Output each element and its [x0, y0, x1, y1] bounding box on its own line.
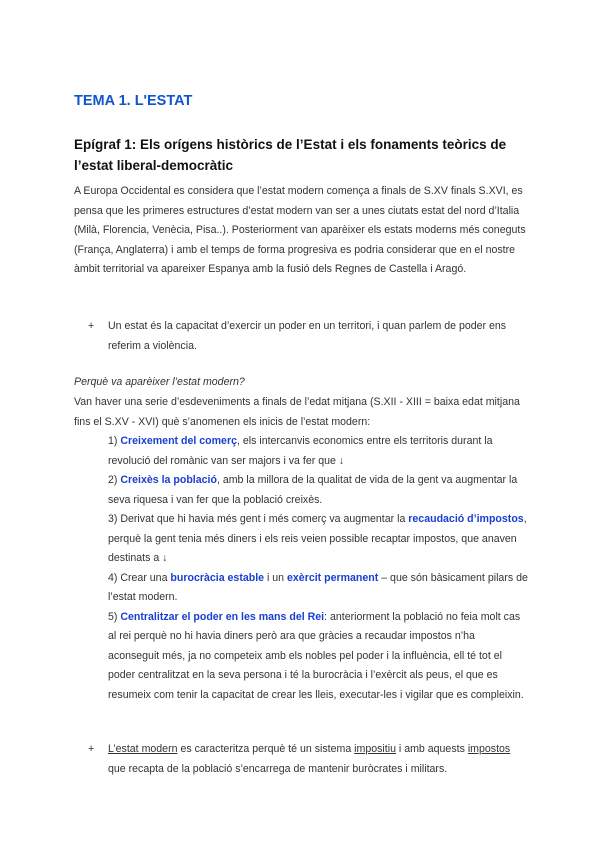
- list-item: 3) Derivat que hi havia més gent i més comerç va augmentar la recaudació d’impostos, perquè la gent tenia més diners i els reis veien possible recaptar impostos, que anaven destinats a ↓: [108, 513, 527, 564]
- bullet-text: Un estat és la capacitat d’exercir un poder en un territori, i quan parlem de poder ens referim a violència.: [108, 320, 507, 352]
- bullet-marker: +: [88, 743, 95, 755]
- events-list: [108, 432, 528, 705]
- question-heading: Perquè va aparèixer l’estat modern?: [74, 376, 245, 388]
- list-item: 4) Crear una burocràcia estable i un exèrcit permanent – que són bàsicament pilars de l’estat modern.: [108, 571, 528, 603]
- list-item: 5) Centralitzar el poder en les mans del Rei: anteriorment la població no feia molt cas al rei perquè no hi havia diners però ara que gràcies a recaudar impostos n’ha aconseguit més, ja no competeix amb els nobles pel poder i la influència, ell té tot el poder centralitzat en la seva persona i té la burocràcia i l’exèrcit als peus, el que es resumeix com tenir la capacitat de crear les lleis, executar-les i vigilar que es compleixin.: [108, 610, 524, 701]
- highlight-term: burocràcia estable: [170, 571, 265, 584]
- highlight-term: recaudació d’impostos: [408, 513, 524, 525]
- highlight-term: exèrcit permanent: [287, 571, 379, 584]
- events-paragraph: Van haver una serie d’esdeveniments a finals de l’edat mitjana (S.XII - XIII = baixa edat mitjana fins el S.XV - XVI) què s’anomenen els inicis de l’estat modern:: [74, 396, 520, 428]
- bullet-marker: +: [88, 320, 95, 332]
- underlined-term: impostos: [467, 743, 511, 755]
- document-title: TEMA 1. L'ESTAT: [74, 93, 193, 109]
- underlined-term: impositiu: [354, 743, 396, 755]
- section-heading: Epígraf 1: Els orígens històrics de l’Estat i els fonaments teòrics de l’estat liberal-democràtic: [74, 137, 507, 173]
- highlight-term: Creixement del comerç: [120, 435, 237, 447]
- underlined-term: L’estat modern: [108, 743, 178, 755]
- bullet-text: L’estat modern es caracteritza perquè té un sistema impositiu i amb aquests impostos que recapta de la població s’encarrega de mantenir buròcrates i militars.: [108, 743, 511, 775]
- list-item: 2) Creixès la població, amb la millora de la qualitat de vida de la gent va augmentar la seva riquesa i van fer que la població creixès.: [108, 474, 518, 506]
- intro-paragraph: A Europa Occidental es considera que l’estat modern comença a finals de S.XV finals S.XVI, es pensa que les primeres estructures d’estat modern van ser a unes ciutats estat del nord d’Italia (Milà, Florencia, Venècia, Pisa..). Posteriorment van aparèixer els estats moderns més coneguts (França, Anglaterra) i amb el temps de forma progresiva es podria considerar que en el nostre àmbit territorial va apareixer Espanya amb la fusió dels Regnes de Castella i Aragó.: [74, 185, 526, 275]
- list-item: 1) Creixement del comerç, els intercanvis economics entre els territoris durant la revolució del romànic van ser majors i va fer que ↓: [108, 435, 493, 467]
- highlight-term: Creixès la població: [120, 474, 217, 486]
- highlight-term: Centralitzar el poder en les mans del Rei: [120, 610, 325, 623]
